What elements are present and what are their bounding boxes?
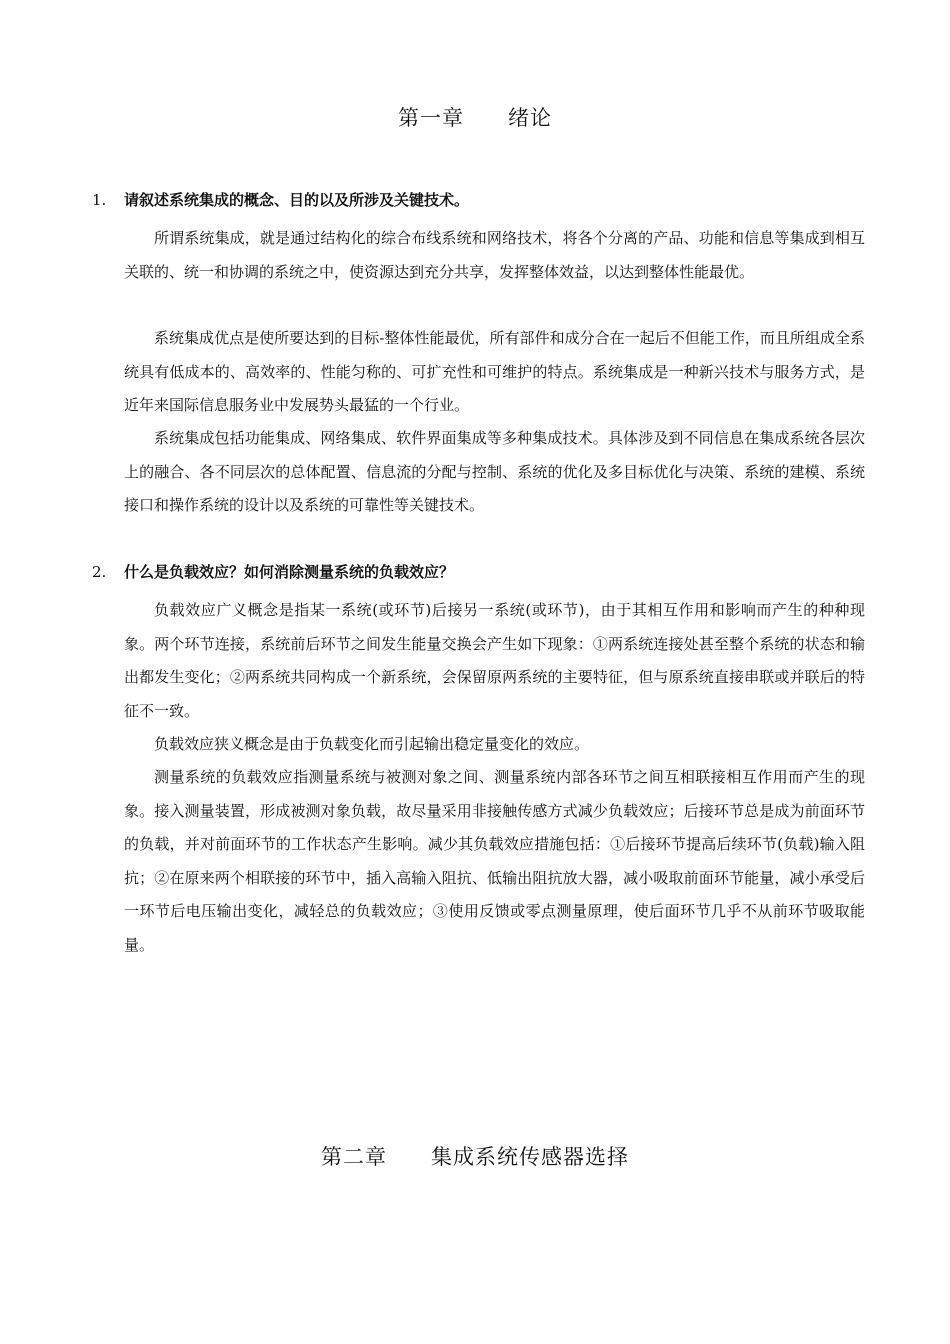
question-2-paragraph-2: 负载效应狭义概念是由于负载变化而引起输出稳定量变化的效应。 bbox=[154, 735, 590, 753]
question-1-heading bbox=[92, 189, 872, 210]
question-2-paragraph-3: 测量系统的负载效应指测量系统与被测对象之间、测量系统内部各环节之间互相联接相互作用而产生的现象。接入测量装置，形成被测对象负载，故尽量采用非接触传感方式减少负载效应；后接环节总是成为前面环节的负载，并对前面环节的工作状态产生影响。减少其负载效应措施包括：①后接环节提高后续环节(负载)输入阻抗；②在原来两个相联接的环节中，插入高输入阻抗、低输出阻抗放大器，减小吸取前面环节能量，减小承受后一环节后电压输出变化，减轻总的负载效应；③使用反馈或零点测量原理，使后面环节几乎不从前环节吸取能量。 bbox=[124, 768, 865, 954]
question-1-number: 1. bbox=[92, 191, 107, 209]
question-2-heading bbox=[92, 561, 872, 582]
chapter-1-title: 第一章 绪论 bbox=[398, 106, 552, 130]
question-2-title: 什么是负载效应？如何消除测量系统的负载效应？ bbox=[124, 563, 455, 581]
question-1-paragraph-1: 所谓系统集成，就是通过结构化的综合布线系统和网络技术，将各个分离的产品、功能和信息等集成到相互关联的、统一和协调的系统之中，使资源达到充分共享，发挥整体效益，以达到整体性能最优。 bbox=[124, 229, 865, 281]
question-2-paragraph-1: 负载效应广义概念是指某一系统(或环节)后接另一系统(或环节)，由于其相互作用和影响而产生的种种现象。两个环节连接，系统前后环节之间发生能量交换会产生如下现象：①两系统连接处甚至整个系统的状态和输出都发生变化；②两系统共同构成一个新系统，会保留原两系统的主要特征，但与原系统直接串联或并联后的特征不一致。 bbox=[124, 601, 865, 720]
question-2-number: 2. bbox=[92, 563, 107, 581]
question-1-paragraph-3: 系统集成包括功能集成、网络集成、软件界面集成等多种集成技术。具体涉及到不同信息在集成系统各层次上的融合、各不同层次的总体配置、信息流的分配与控制、系统的优化及多目标优化与决策、系统的建模、系统接口和操作系统的设计以及系统的可靠性等关键技术。 bbox=[124, 429, 865, 514]
chapter-2-title: 第二章 集成系统传感器选择 bbox=[321, 1145, 629, 1169]
question-1-title: 请叙述系统集成的概念、目的以及所涉及关键技术。 bbox=[124, 191, 470, 209]
question-1-paragraph-2: 系统集成优点是使所要达到的目标-整体性能最优，所有部件和成分合在一起后不但能工作，而且所组成全系统具有低成本的、高效率的、性能匀称的、可扩充性和可维护的特点。系统集成是一种新兴技术与服务方式，是近年来国际信息服务业中发展势头最猛的一个行业。 bbox=[124, 329, 865, 414]
